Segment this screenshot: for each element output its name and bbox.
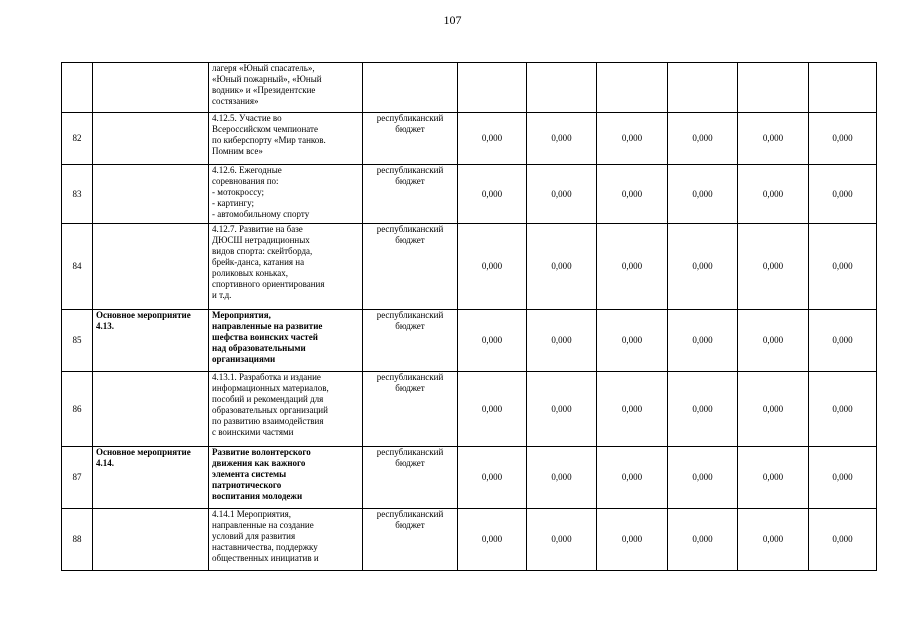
subprogram-cell [93, 372, 209, 447]
funding-value-cell: 0,000 [458, 372, 527, 447]
funding-value-cell: 0,000 [668, 372, 738, 447]
funding-value-cell [738, 63, 809, 113]
funding-value-cell: 0,000 [527, 165, 597, 224]
event-description-cell: 4.12.6. Ежегодные соревнования по: - мотокроссу; - картингу; - автомобильному спорту [209, 165, 363, 224]
subprogram-cell [93, 113, 209, 165]
row-number-cell: 83 [62, 165, 93, 224]
funding-value-cell: 0,000 [458, 113, 527, 165]
funding-value-cell: 0,000 [738, 509, 809, 571]
funding-value-cell: 0,000 [668, 113, 738, 165]
funding-source-cell: республиканский бюджет [363, 113, 458, 165]
funding-value-cell: 0,000 [668, 224, 738, 310]
funding-value-cell: 0,000 [809, 372, 877, 447]
funding-value-cell [458, 63, 527, 113]
table-row [62, 224, 877, 310]
table-row [62, 447, 877, 509]
event-description-cell: лагеря «Юный спасатель», «Юный пожарный», «Юный водник» и «Президентские состязания» [209, 63, 363, 113]
funding-value-cell: 0,000 [527, 310, 597, 372]
subprogram-cell: Основное мероприятие 4.14. [93, 447, 209, 509]
table-row [62, 372, 877, 447]
table-row [62, 509, 877, 571]
funding-source-cell: республиканский бюджет [363, 224, 458, 310]
event-description-cell: 4.13.1. Разработка и издание информационных материалов, пособий и рекомендаций для образовательных организаций по развитию взаимодействия с воинскими частями [209, 372, 363, 447]
funding-value-cell: 0,000 [527, 372, 597, 447]
funding-value-cell: 0,000 [668, 165, 738, 224]
event-description-cell: 4.12.5. Участие во Всероссийском чемпионате по киберспорту «Мир танков. Помним все» [209, 113, 363, 165]
funding-value-cell: 0,000 [809, 113, 877, 165]
event-description-cell: 4.14.1 Мероприятия, направленные на создание условий для развития наставничества, поддержку общественных инициатив и [209, 509, 363, 571]
funding-value-cell: 0,000 [809, 310, 877, 372]
funding-value-cell: 0,000 [458, 310, 527, 372]
funding-value-cell: 0,000 [527, 113, 597, 165]
funding-value-cell: 0,000 [738, 224, 809, 310]
subprogram-cell: Основное мероприятие 4.13. [93, 310, 209, 372]
budget-table [61, 62, 877, 571]
row-number-cell: 84 [62, 224, 93, 310]
row-number-cell: 88 [62, 509, 93, 571]
subprogram-cell [93, 63, 209, 113]
funding-value-cell: 0,000 [738, 447, 809, 509]
event-description-cell: Мероприятия, направленные на развитие шефства воинских частей над образовательными организациями [209, 310, 363, 372]
funding-value-cell: 0,000 [738, 372, 809, 447]
funding-value-cell: 0,000 [527, 224, 597, 310]
table-row [62, 63, 877, 113]
funding-value-cell: 0,000 [809, 165, 877, 224]
funding-value-cell: 0,000 [458, 509, 527, 571]
subprogram-cell [93, 165, 209, 224]
funding-value-cell: 0,000 [738, 310, 809, 372]
row-number-cell: 85 [62, 310, 93, 372]
funding-value-cell: 0,000 [809, 509, 877, 571]
funding-value-cell: 0,000 [458, 165, 527, 224]
funding-value-cell: 0,000 [738, 113, 809, 165]
funding-value-cell [668, 63, 738, 113]
funding-value-cell: 0,000 [668, 447, 738, 509]
funding-value-cell: 0,000 [597, 509, 668, 571]
funding-value-cell: 0,000 [809, 447, 877, 509]
funding-value-cell: 0,000 [527, 447, 597, 509]
funding-source-cell: республиканский бюджет [363, 509, 458, 571]
funding-value-cell: 0,000 [597, 165, 668, 224]
funding-value-cell: 0,000 [458, 447, 527, 509]
funding-source-cell: республиканский бюджет [363, 372, 458, 447]
row-number-cell: 86 [62, 372, 93, 447]
funding-value-cell: 0,000 [527, 509, 597, 571]
funding-value-cell: 0,000 [597, 224, 668, 310]
table-row [62, 310, 877, 372]
funding-value-cell: 0,000 [668, 310, 738, 372]
funding-source-cell: республиканский бюджет [363, 447, 458, 509]
funding-value-cell [809, 63, 877, 113]
subprogram-cell [93, 224, 209, 310]
funding-value-cell: 0,000 [597, 447, 668, 509]
row-number-cell: 87 [62, 447, 93, 509]
funding-value-cell: 0,000 [668, 509, 738, 571]
funding-value-cell [527, 63, 597, 113]
funding-source-cell [363, 63, 458, 113]
funding-value-cell [597, 63, 668, 113]
subprogram-cell [93, 509, 209, 571]
event-description-cell: 4.12.7. Развитие на базе ДЮСШ нетрадиционных видов спорта: скейтборда, брейк-данса, катания на роликовых коньках, спортивного ориентирования и т.д. [209, 224, 363, 310]
row-number-cell: 82 [62, 113, 93, 165]
funding-value-cell: 0,000 [597, 310, 668, 372]
funding-value-cell: 0,000 [597, 113, 668, 165]
table-row [62, 165, 877, 224]
funding-value-cell: 0,000 [458, 224, 527, 310]
funding-source-cell: республиканский бюджет [363, 165, 458, 224]
event-description-cell: Развитие волонтерского движения как важного элемента системы патриотического воспитания молодежи [209, 447, 363, 509]
table-row [62, 113, 877, 165]
funding-source-cell: республиканский бюджет [363, 310, 458, 372]
row-number-cell [62, 63, 93, 113]
funding-value-cell: 0,000 [738, 165, 809, 224]
funding-value-cell: 0,000 [597, 372, 668, 447]
page-number: 107 [443, 13, 462, 27]
funding-value-cell: 0,000 [809, 224, 877, 310]
